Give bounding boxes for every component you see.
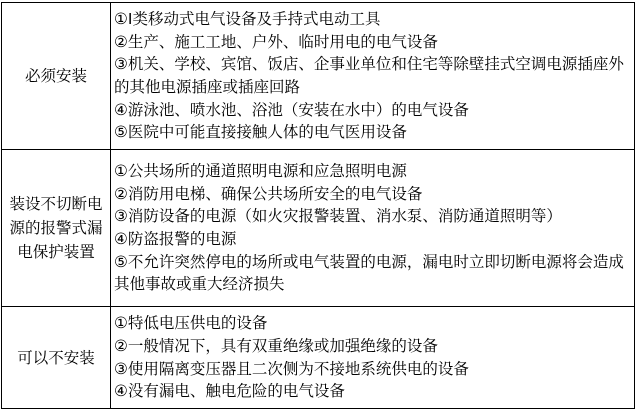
items-cell — [111, 150, 635, 307]
list-item: ①特低电压供电的设备 — [114, 314, 268, 333]
rcd-installation-table — [1, 2, 635, 409]
list-item: ④防盗报警的电源 — [114, 230, 237, 248]
list-item: ③消防设备的电源（如火灾报警装置、消水泵、消防通道照明等） — [114, 207, 562, 226]
list-item: ②消防用电梯、确保公共场所安全的电气设备 — [114, 184, 423, 203]
table-row — [2, 3, 635, 150]
category-cell: 可以不安装 — [2, 307, 111, 409]
list-item: ②一般情况下，具有双重绝缘或加强绝缘的设备 — [114, 336, 438, 355]
table-row — [2, 307, 635, 409]
list-item: ①公共场所的通道照明电源和应急照明电源 — [114, 162, 407, 181]
list-item: ④游泳池、喷水池、浴池（安装在水中）的电气设备 — [114, 100, 469, 119]
list-item: ⑤不允许突然停电的场所或电气装置的电源，漏电时立即切断电源将会造成其他事故或重大经济损失 — [114, 252, 624, 294]
list-item: ③机关、学校、宾馆、饭店、企事业单位和住宅等除壁挂式空调电源插座外的其他电源插座或插座回路 — [114, 55, 624, 96]
list-item: ③使用隔离变压器且二次侧为不接地系统供电的设备 — [114, 359, 469, 378]
list-item: ②生产、施工工地、户外、临时用电的电气设备 — [114, 32, 438, 51]
items-cell — [111, 3, 635, 150]
list-item: ④没有漏电、触电危险的电气设备 — [114, 382, 345, 401]
list-item: ①Ⅰ类移动式电气设备及手持式电动工具 — [114, 10, 381, 29]
list-item: ⑤医院中可能直接接触人体的电气医用设备 — [114, 123, 407, 142]
items-cell — [111, 307, 635, 409]
category-cell: 装设不切断电源的报警式漏电保护装置 — [2, 150, 111, 307]
category-cell: 必须安装 — [2, 3, 111, 150]
table-row — [2, 150, 635, 307]
